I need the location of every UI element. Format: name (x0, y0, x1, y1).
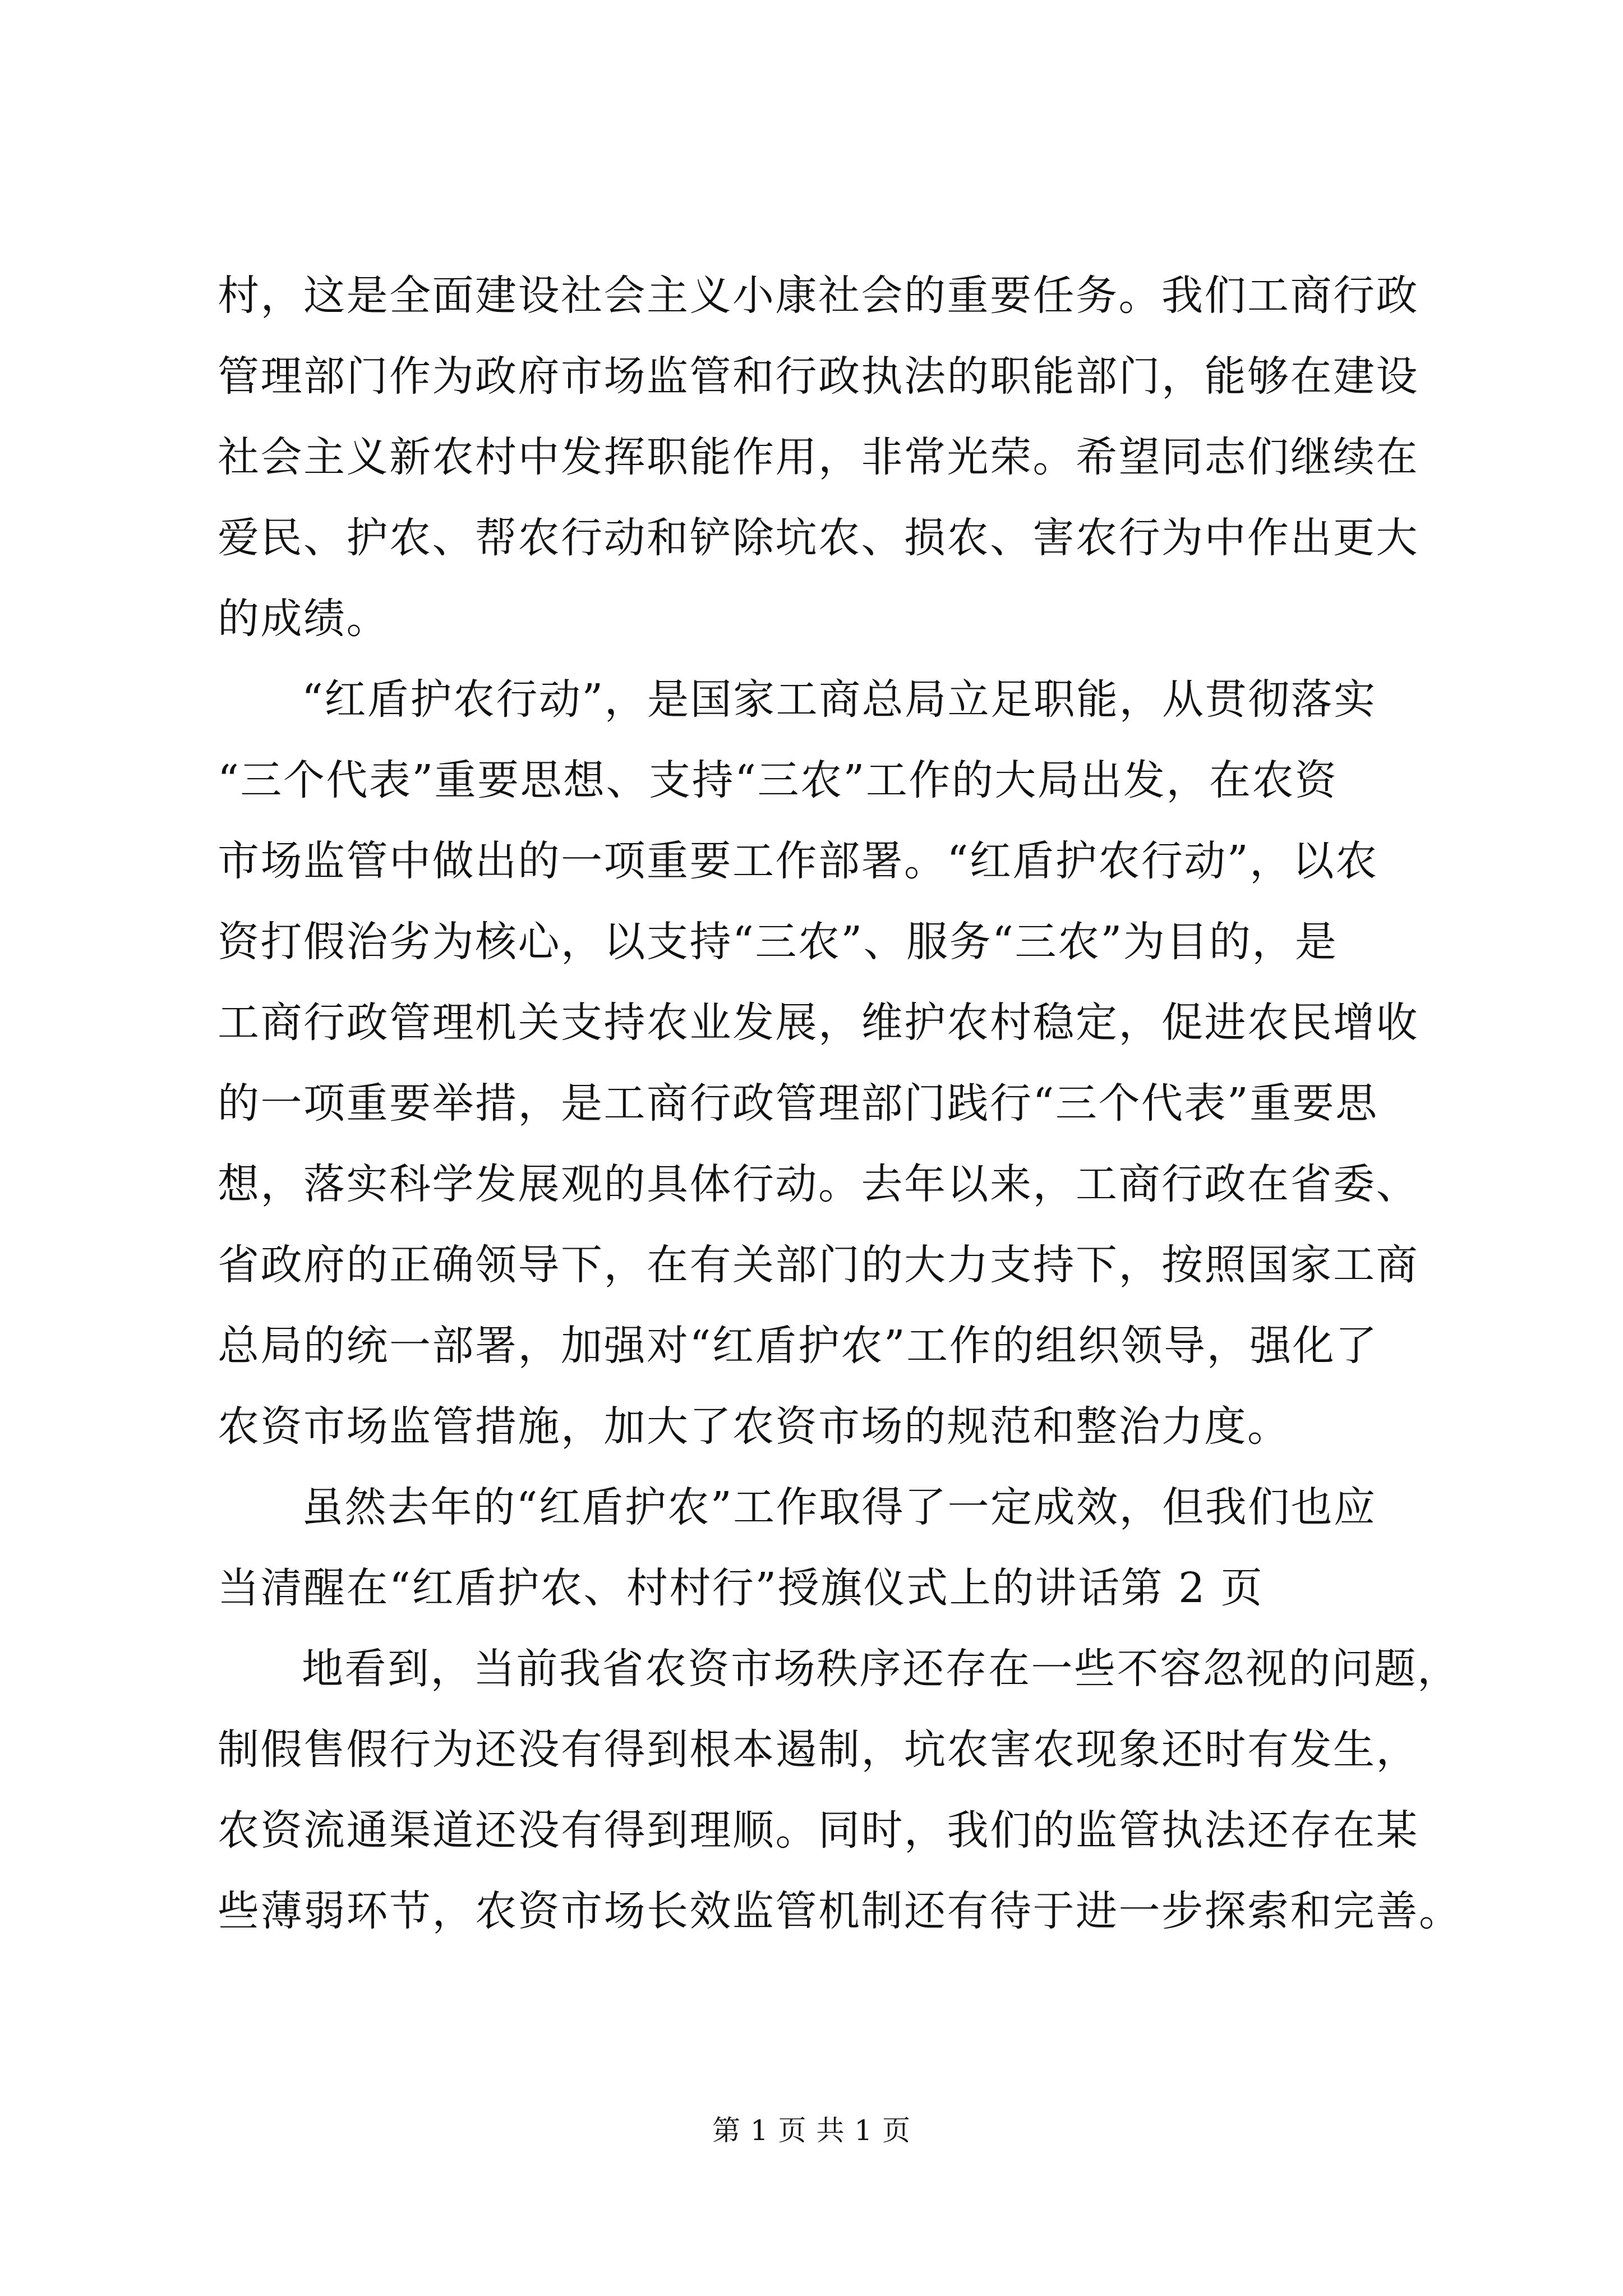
text-line: 的一项重要举措，是工商行政管理部门践行“三个代表”重要思 (218, 1079, 1378, 1128)
text-line: 市场监管中做出的一项重要工作部署。“红盾护农行动”，以农 (218, 837, 1378, 885)
text-line: 村，这是全面建设社会主义小康社会的重要任务。我们工商行政 (218, 272, 1419, 320)
paragraph-start-line: 虽然去年的“红盾护农”工作取得了一定成效，但我们也应 (302, 1483, 1377, 1531)
text-line: 的成绩。 (218, 595, 389, 643)
text-line: 些薄弱环节，农资市场长效监管机制还有待于进一步探索和完善。 (218, 1887, 1462, 1935)
text-line: “三个代表”重要思想、支持“三农”工作的大局出发，在农资 (218, 756, 1338, 804)
text-line: 工商行政管理机关支持农业发展，维护农村稳定，促进农民增收 (218, 999, 1419, 1047)
text-line: 农资流通渠道还没有得到理顺。同时，我们的监管执法还存在某 (218, 1806, 1419, 1855)
page-footer: 第 1 页 共 1 页 (712, 2114, 911, 2147)
text-line: 制假售假行为还没有得到根本遏制，坑农害农现象还时有发生， (218, 1726, 1419, 1774)
paragraph-start-line: “红盾护农行动”，是国家工商总局立足职能，从贯彻落实 (302, 675, 1377, 724)
text-line: 社会主义新农村中发挥职能作用，非常光荣。希望同志们继续在 (218, 433, 1419, 481)
text-line: 想，落实科学发展观的具体行动。去年以来，工商行政在省委、 (218, 1160, 1419, 1208)
document-body (218, 255, 1462, 1952)
text-line: 农资市场监管措施，加大了农资市场的规范和整治力度。 (218, 1402, 1290, 1451)
text-line: 管理部门作为政府市场监管和行政执法的职能部门，能够在建设 (218, 352, 1419, 401)
text-line: 总局的统一部署，加强对“红盾护农”工作的组织领导，强化了 (218, 1322, 1378, 1370)
text-line: 省政府的正确领导下，在有关部门的大力支持下，按照国家工商 (218, 1241, 1419, 1289)
paragraph-start-line: 地看到，当前我省农资市场秩序还存在一些不容忽视的问题， (302, 1645, 1460, 1693)
text-line: 爱民、护农、帮农行动和铲除坑农、损农、害农行为中作出更大 (218, 514, 1419, 562)
text-line: 资打假治劣为核心，以支持“三农”、服务“三农”为目的，是 (218, 918, 1338, 966)
text-line: 当清醒在“红盾护农、村村行”授旗仪式上的讲话第 2 页 (218, 1564, 1264, 1612)
